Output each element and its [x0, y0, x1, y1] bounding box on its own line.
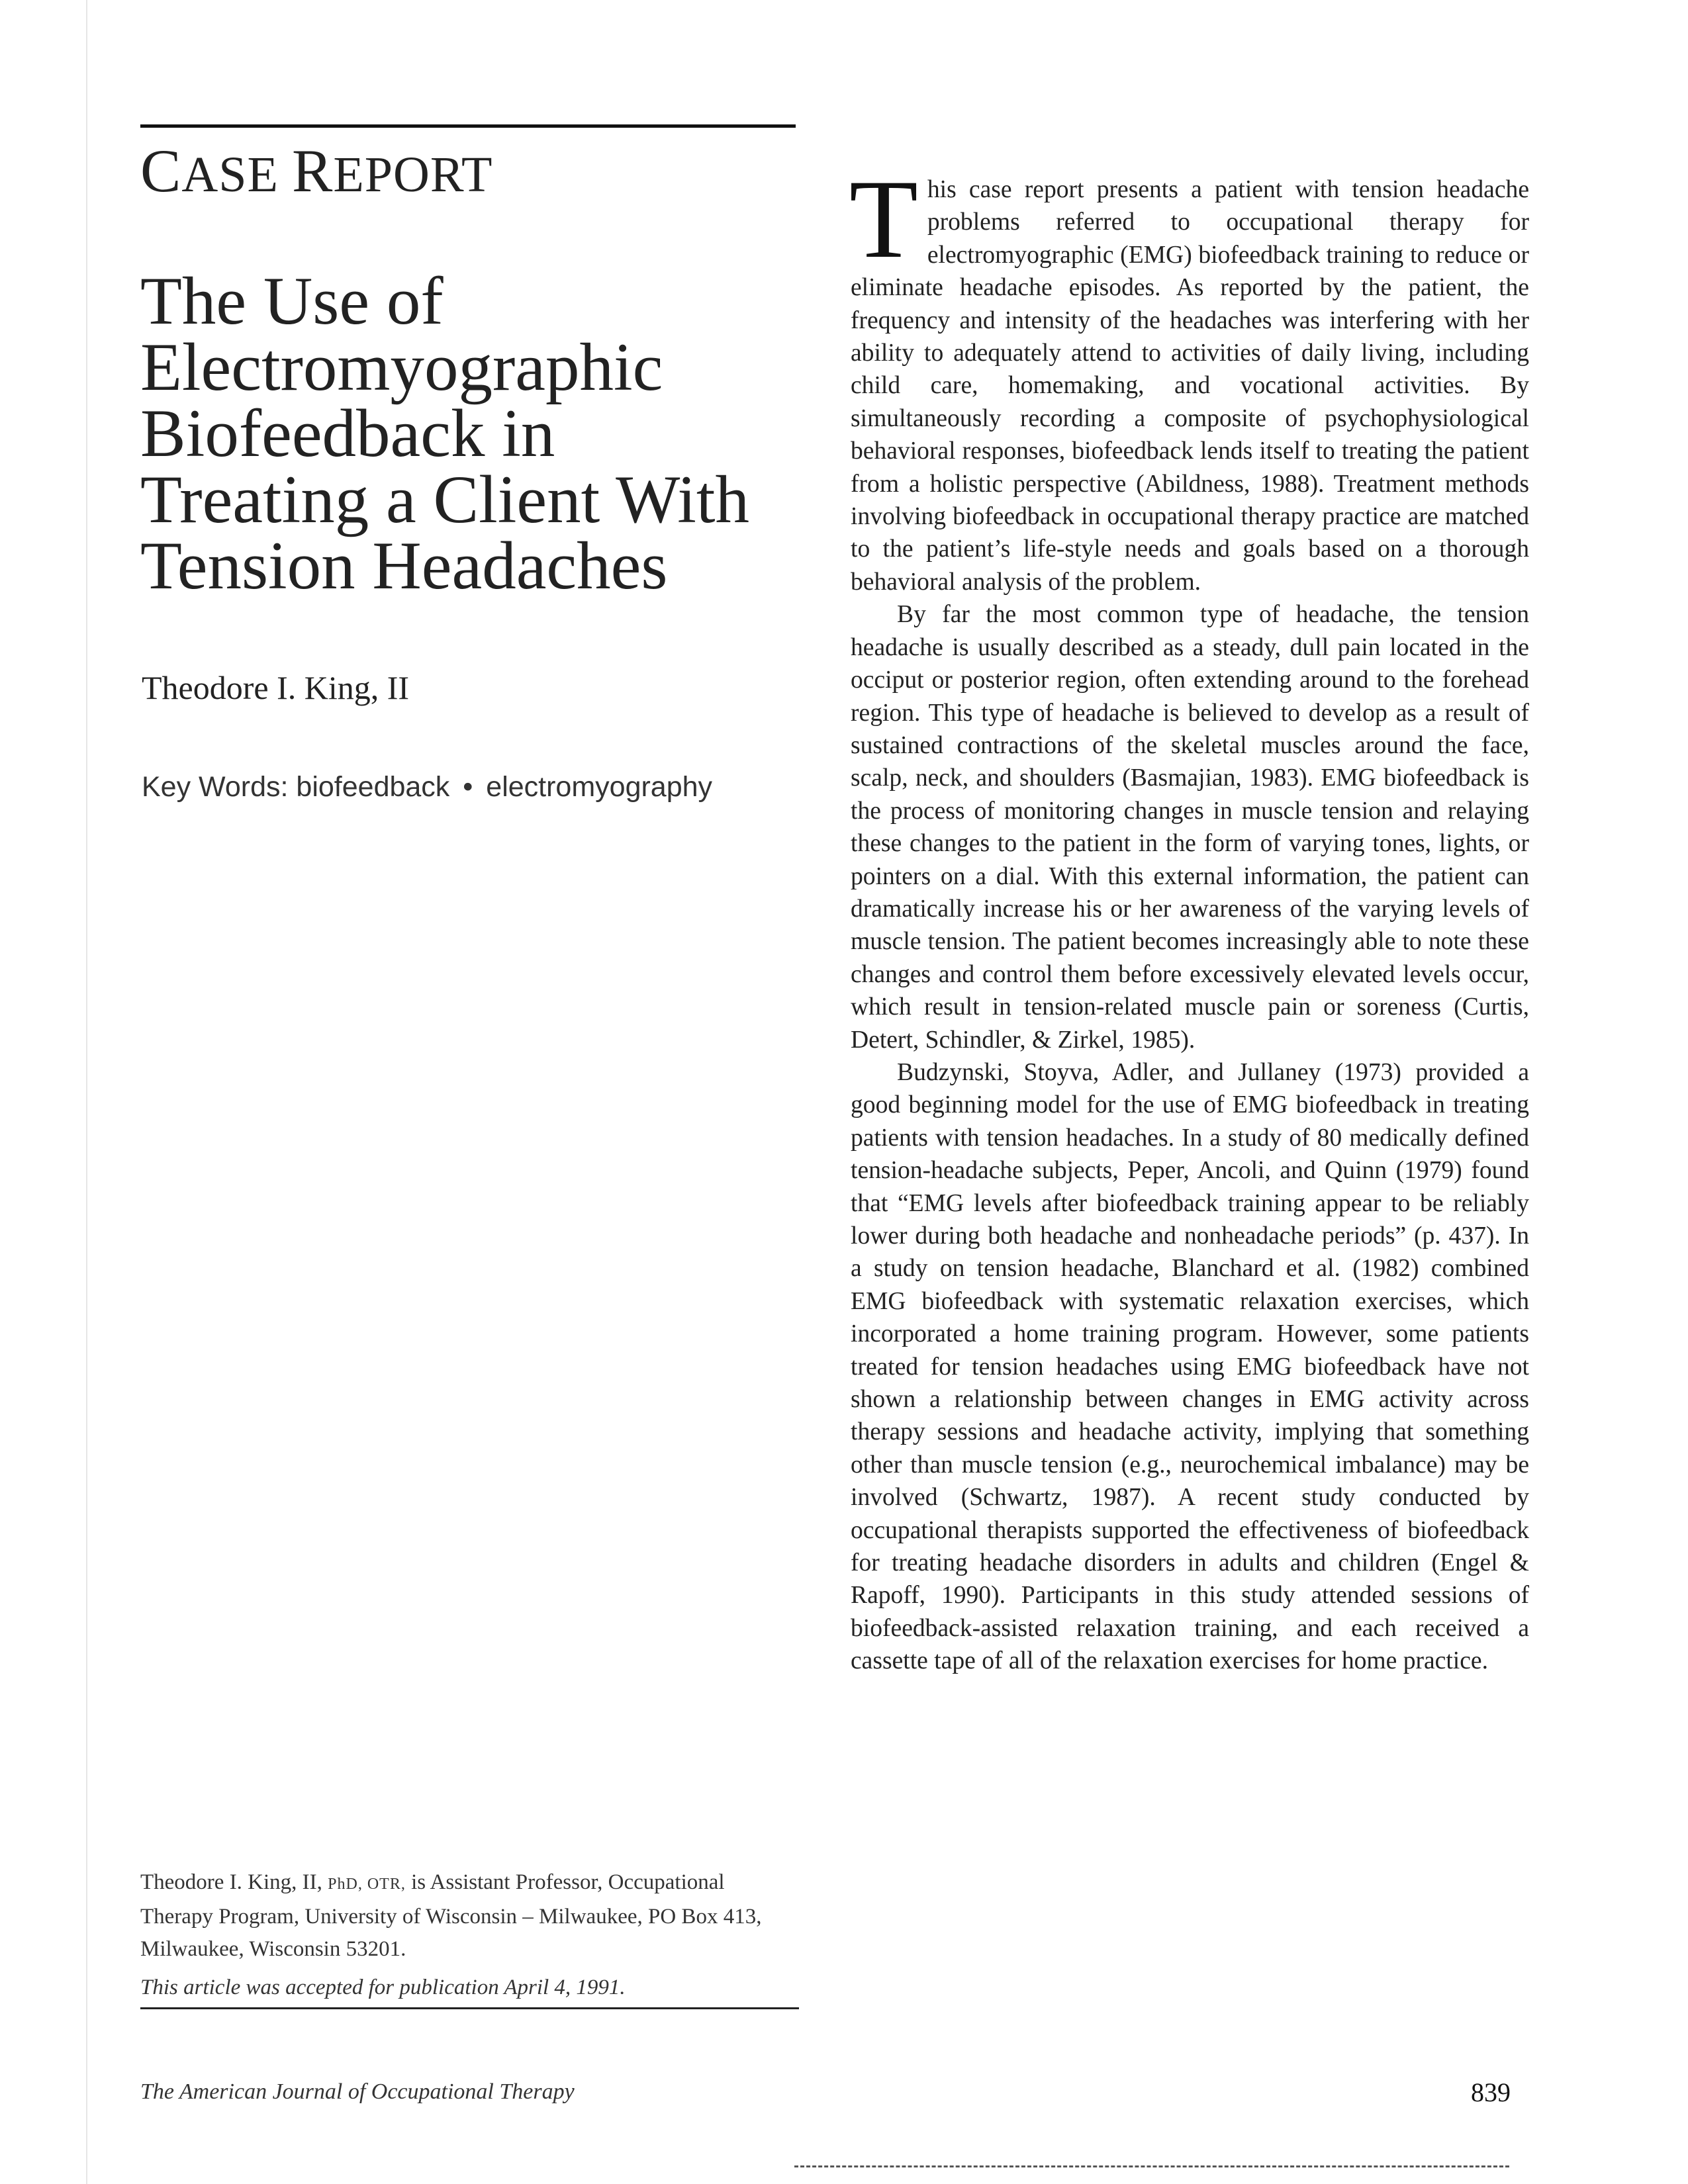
affiliation-name: Theodore I. King, II,: [140, 1870, 322, 1894]
header-rule: [140, 124, 796, 128]
keyword-item: biofeedback: [296, 771, 450, 803]
keywords: [142, 771, 712, 803]
affiliation-degrees: PhD, OTR,: [328, 1876, 406, 1893]
author-affiliation: [140, 1866, 799, 1966]
section-label-rest-2: EPORT: [333, 147, 493, 203]
footnote-rule: [140, 2007, 799, 2009]
bullet-icon: •: [463, 771, 473, 803]
body-paragraph-1: [849, 157, 1529, 598]
author-name: Theodore I. King, II: [142, 669, 410, 706]
scan-edge-line: [794, 2165, 1509, 2167]
section-label-initial-2: R: [291, 137, 334, 205]
section-label-rest-1: ASE: [181, 147, 279, 203]
article-title: The Use of Electromyographic Biofeedback in Treating a Client With Tension Headaches: [140, 263, 749, 604]
body-paragraph-3: Budzynski, Stoyva, Adler, and Jullaney (1973) provided a good beginning model for the use of EMG biofeedback in treating patients with tension headaches. In a study of 80 medically defined tension-headache subjects, Peper, Ancoli, and Quinn (1979) found that “EMG levels after biofeedback training appear to be reliably lower during both headache and nonheadache periods” (p. 437). In a study on tension headache, Blanchard et al. (1982) combined EMG biofeedback with systematic relaxation exercises, which incorporated a home training program. However, some patients treated for tension headaches using EMG biofeedback have not shown a relationship between changes in EMG activity across therapy sessions and headache activity, implying that something other than muscle tension (e.g., neurochemical imbalance) may be involved (Schwartz, 1987). A recent study conducted by occupational therapists supported the effectiveness of biofeedback for treating headache disorders in adults and children (Engel & Rapoff, 1990). Participants in this study attended sessions of biofeedback-assisted relaxation training, and each received a cassette tape of all of the relaxation exercises for home practice.: [851, 1058, 1529, 1675]
keywords-label: Key Words:: [142, 771, 289, 803]
acceptance-note: This article was accepted for publication April 4, 1991.: [140, 1976, 626, 1999]
keyword-item: electromyography: [486, 771, 713, 803]
scan-gutter-line: [86, 0, 87, 2184]
section-label-initial-1: C: [140, 137, 182, 205]
body-paragraph-1-text: his case report presents a patient with tension headache problems referred to occupational therapy for electromyographic (EMG) biofeedback training to reduce or eliminate headache episodes. As reported by the patient, the frequency and intensity of the headaches was interfering with her ability to adequately attend to activities of daily living, including child care, homemaking, and vocational activities. By simultaneously recording a composite of psychophysiological behavioral responses, biofeedback lends itself to treating the patient from a holistic perspective (Abildness, 1988). Treatment methods involving biofeedback in occupational therapy practice are matched to the patient’s life-style needs and goals based on a thorough behavioral analysis of the problem.: [851, 176, 1529, 596]
body-paragraph-2: By far the most common type of headache, the tension headache is usually described as a steady, dull pain located in the occiput or posterior region, often extending around to the forehead region. This type of headache is believed to develop as a result of sustained contractions of the skeletal muscles around the face, scalp, neck, and shoulders (Basmajian, 1983). EMG biofeedback is the process of monitoring changes in muscle tension and relaying these changes to the patient in the form of varying tones, lights, or pointers on a dial. With this external information, the patient can dramatically increase his or her awareness of the varying levels of muscle tension. The patient becomes increasingly able to note these changes and control them before excessively elevated levels occur, which result in tension-related muscle pain or soreness (Curtis, Detert, Schindler, & Zirkel, 1985).: [851, 601, 1529, 1054]
drop-cap: T: [849, 157, 918, 281]
page-number: 839: [1471, 2077, 1511, 2107]
affiliation-details: is Assistant Professor, Occupational Therapy Program, University of Wisconsin – Milwaukee, PO Box 413, Milwaukee, Wisconsin 53201.: [140, 1870, 762, 1961]
body-text-column: [849, 157, 1529, 1678]
journal-name-footer: The American Journal of Occupational Therapy: [140, 2079, 575, 2104]
section-label: [140, 136, 492, 206]
